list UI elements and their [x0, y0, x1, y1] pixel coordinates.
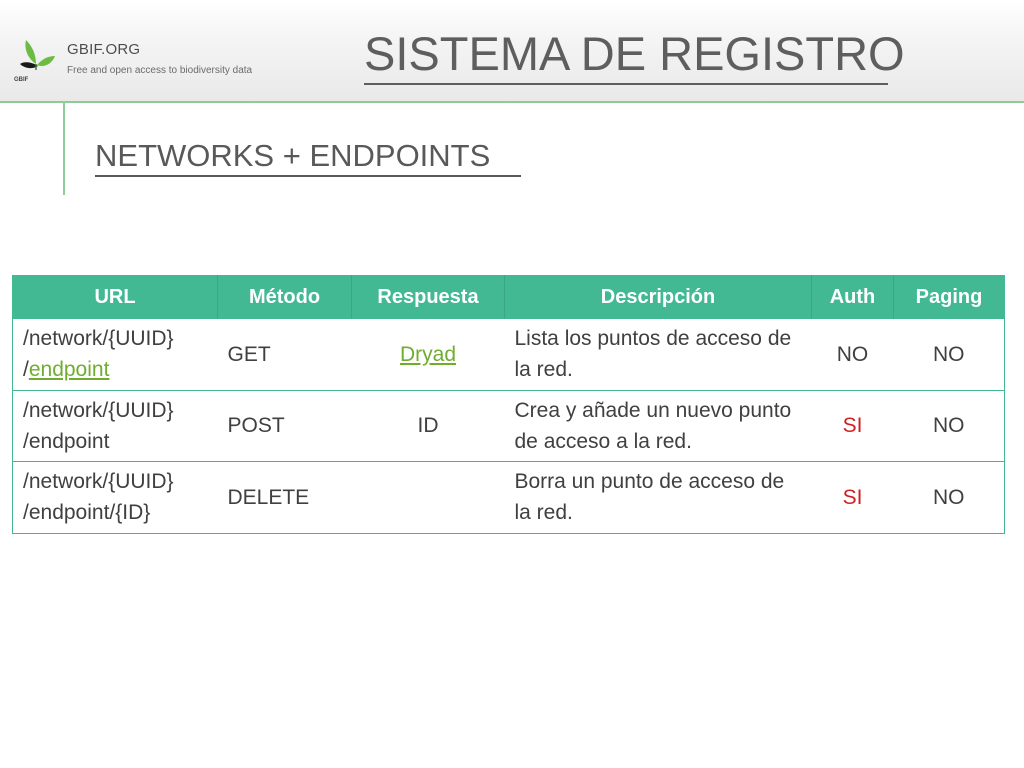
url-line: /network/{UUID}: [23, 470, 174, 494]
table-row: [13, 319, 1005, 391]
url-line: /endpoint/{ID}: [23, 501, 151, 525]
column-header-response: Respuesta: [352, 276, 505, 319]
auth-cell: NO: [812, 319, 894, 391]
paging-cell: NO: [894, 462, 1005, 534]
description-cell: Lista los puntos de acceso de la red.: [505, 319, 812, 391]
table-header-row: [13, 276, 1005, 319]
response-cell: [352, 462, 505, 534]
column-header-paging: Paging: [894, 276, 1005, 319]
response-cell: ID: [352, 390, 505, 462]
paging-cell: NO: [894, 390, 1005, 462]
url-cell: [13, 390, 218, 462]
url-line: /network/{UUID}: [23, 327, 174, 351]
url-prefix: /: [23, 358, 29, 382]
endpoints-table: [12, 275, 1005, 534]
header-band: [0, 0, 1024, 103]
url-line: /endpoint: [23, 429, 110, 453]
dryad-link[interactable]: Dryad: [399, 342, 457, 366]
slide-title: SISTEMA DE REGISTRO: [364, 27, 888, 85]
column-header-method: Método: [218, 276, 352, 319]
method-cell: POST: [218, 390, 352, 462]
paging-cell: NO: [894, 319, 1005, 391]
brand-tagline: Free and open access to biodiversity data: [67, 65, 253, 76]
url-cell: [13, 319, 218, 391]
url-line: /network/{UUID}: [23, 398, 174, 422]
description-cell: Crea y añade un nuevo punto de acceso a la red.: [505, 390, 812, 462]
url-cell: [13, 462, 218, 534]
gbif-leaf-logo-icon: [12, 34, 58, 80]
accent-divider: [63, 103, 65, 195]
auth-cell: SI: [812, 462, 894, 534]
column-header-auth: Auth: [812, 276, 894, 319]
section-subtitle: NETWORKS + ENDPOINTS: [95, 137, 521, 177]
table-row: [13, 462, 1005, 534]
table-row: [13, 390, 1005, 462]
column-header-url: URL: [13, 276, 218, 319]
method-cell: GET: [218, 319, 352, 391]
method-cell: DELETE: [218, 462, 352, 534]
logo-mark-text: GBIF: [14, 77, 29, 83]
auth-cell: SI: [812, 390, 894, 462]
description-cell: Borra un punto de acceso de la red.: [505, 462, 812, 534]
brand-name[interactable]: GBIF.ORG: [67, 41, 141, 58]
endpoint-link[interactable]: endpoint: [28, 358, 110, 382]
response-cell: [352, 319, 505, 391]
column-header-description: Descripción: [505, 276, 812, 319]
